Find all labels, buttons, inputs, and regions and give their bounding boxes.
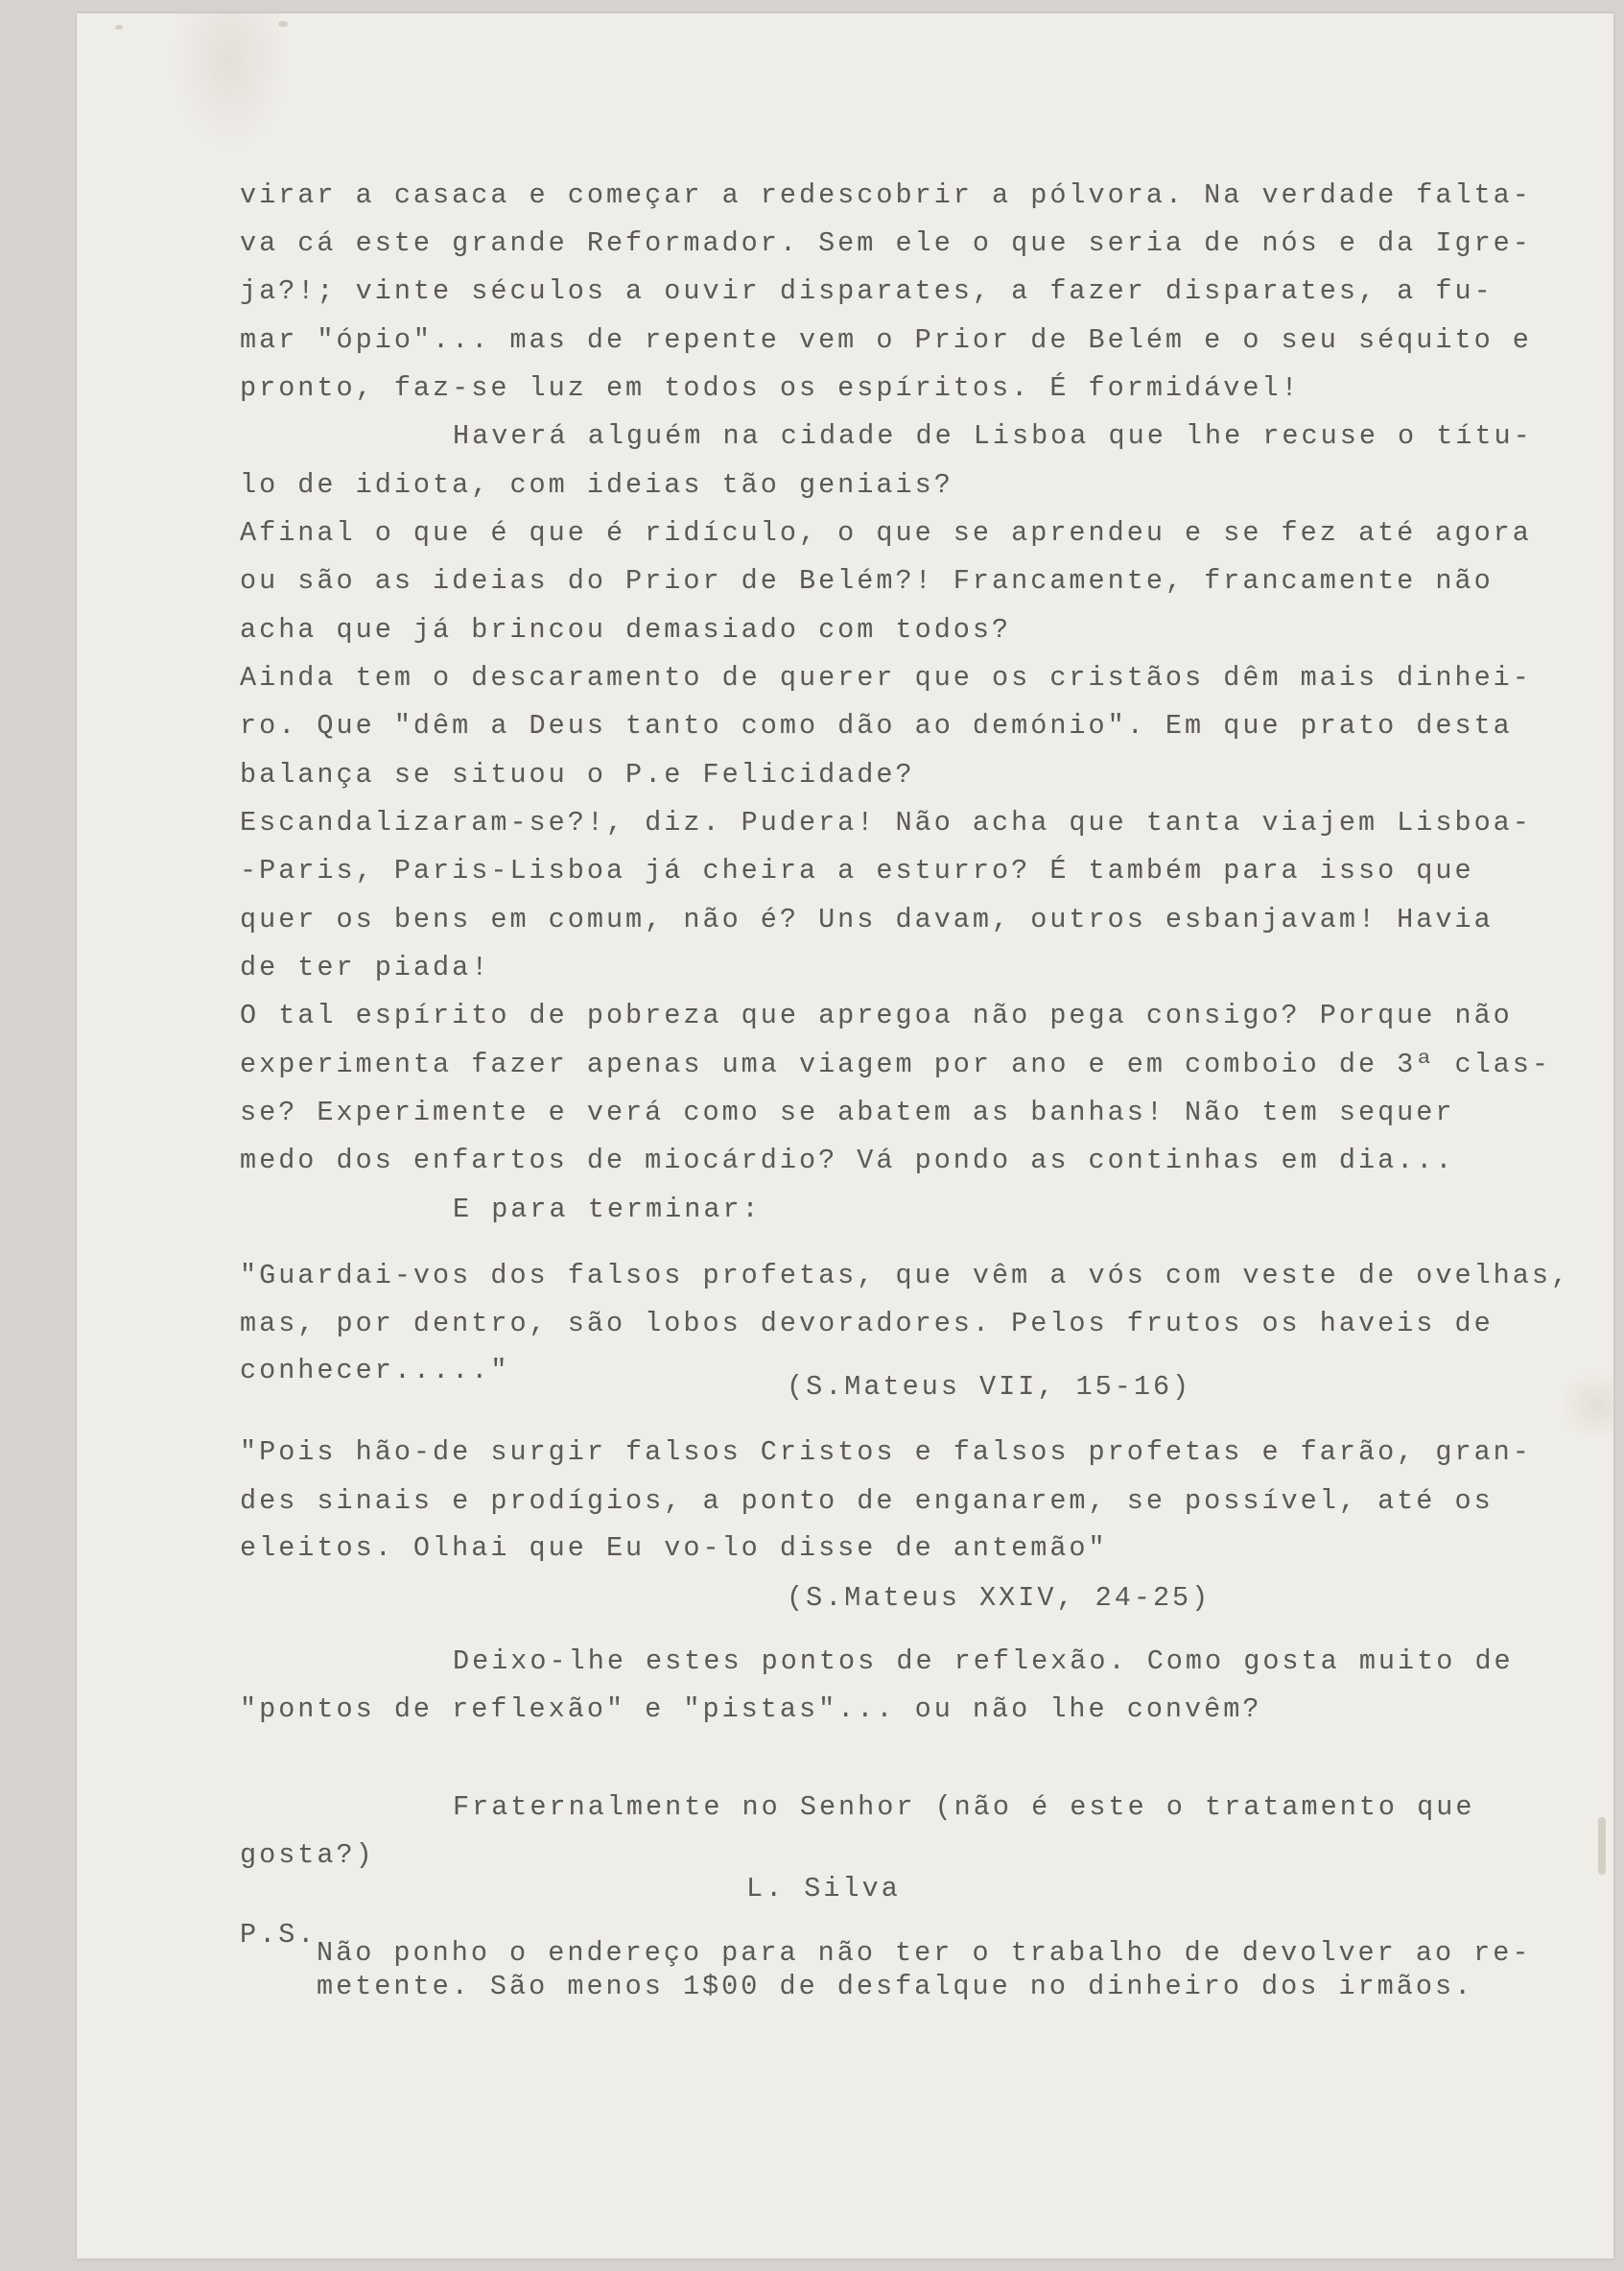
text-line: de ter piada! [240, 952, 491, 983]
text-line: va cá este grande Reformador. Sem ele o que seria de nós e da Igre- [240, 227, 1532, 259]
ps-label: P.S. [240, 1919, 318, 1951]
citation: (S.Mateus XXIV, 24-25) [787, 1582, 1212, 1614]
text-line: ja?!; vinte séculos a ouvir disparates, a fazer disparates, a fu- [240, 275, 1494, 307]
quote-line: des sinais e prodígios, a ponto de enganarem, se possível, até os [240, 1485, 1494, 1517]
signature: L. Silva [746, 1873, 901, 1904]
paragraph-start: Haverá alguém na cidade de Lisboa que lhe recuse o títu- [453, 420, 1533, 452]
text-line: mar "ópio"... mas de repente vem o Prior de Belém e o seu séquito e [240, 324, 1532, 356]
text-line: ou são as ideias do Prior de Belém?! Francamente, francamente não [240, 565, 1494, 597]
paper-stain [278, 21, 288, 27]
citation: (S.Mateus VII, 15-16) [787, 1371, 1192, 1403]
paragraph-start: E para terminar: [453, 1194, 762, 1225]
paper-stain [1598, 1817, 1606, 1875]
text-line: lo de idiota, com ideias tão geniais? [240, 469, 953, 501]
text-line: Afinal o que é que é ridículo, o que se aprendeu e se fez até agora [240, 517, 1532, 549]
quote-line: "Guardai-vos dos falsos profetas, que vêm a vós com veste de ovelhas, [240, 1260, 1571, 1291]
paper-stain [115, 25, 123, 30]
quote-line: eleitos. Olhai que Eu vo-lo disse de antemão" [240, 1532, 1108, 1564]
text-line: Ainda tem o descaramento de querer que os cristãos dêm mais dinhei- [240, 662, 1532, 694]
quote-line: conhecer....." [240, 1355, 510, 1386]
closing-line: gosta?) [240, 1839, 375, 1871]
text-line: experimenta fazer apenas uma viagem por ano e em comboio de 3ª clas- [240, 1049, 1551, 1080]
text-line: quer os bens em comum, não é? Uns davam, outros esbanjavam! Havia [240, 904, 1494, 935]
paragraph-start: Deixo-lhe estes pontos de reflexão. Como gosta muito de [453, 1645, 1514, 1677]
text-line: acha que já brincou demasiado com todos? [240, 614, 1012, 646]
text-line: ro. Que "dêm a Deus tanto como dão ao demónio". Em que prato desta [240, 710, 1513, 742]
text-line: se? Experimente e verá como se abatem as banhas! Não tem sequer [240, 1097, 1455, 1128]
text-line: virar a casaca e começar a redescobrir a pólvora. Na verdade falta- [240, 179, 1532, 211]
text-line: balança se situou o P.e Felicidade? [240, 759, 915, 791]
quote-line: "Pois hão-de surgir falsos Cristos e falsos profetas e farão, gran- [240, 1436, 1532, 1468]
text-line: medo dos enfartos de miocárdio? Vá pondo as continhas em dia... [240, 1145, 1455, 1176]
text-line: Escandalizaram-se?!, diz. Pudera! Não acha que tanta viajem Lisboa- [240, 807, 1532, 839]
text-line: pronto, faz-se luz em todos os espíritos. É formidável! [240, 372, 1301, 404]
quote-line: mas, por dentro, são lobos devoradores. Pelos frutos os haveis de [240, 1308, 1494, 1339]
text-line: -Paris, Paris-Lisboa já cheira a esturro? É também para isso que [240, 855, 1474, 887]
closing-line: Fraternalmente no Senhor (não é este o tratamento que [453, 1791, 1475, 1823]
text-line: "pontos de reflexão" e "pistas"... ou não lhe convêm? [240, 1693, 1262, 1725]
ps-line: metente. São menos 1$00 de desfalque no dinheiro dos irmãos. [317, 1971, 1474, 2002]
text-line: O tal espírito de pobreza que apregoa não pega consigo? Porque não [240, 1000, 1513, 1031]
ps-line: Não ponho o endereço para não ter o trabalho de devolver ao re- [317, 1937, 1532, 1969]
